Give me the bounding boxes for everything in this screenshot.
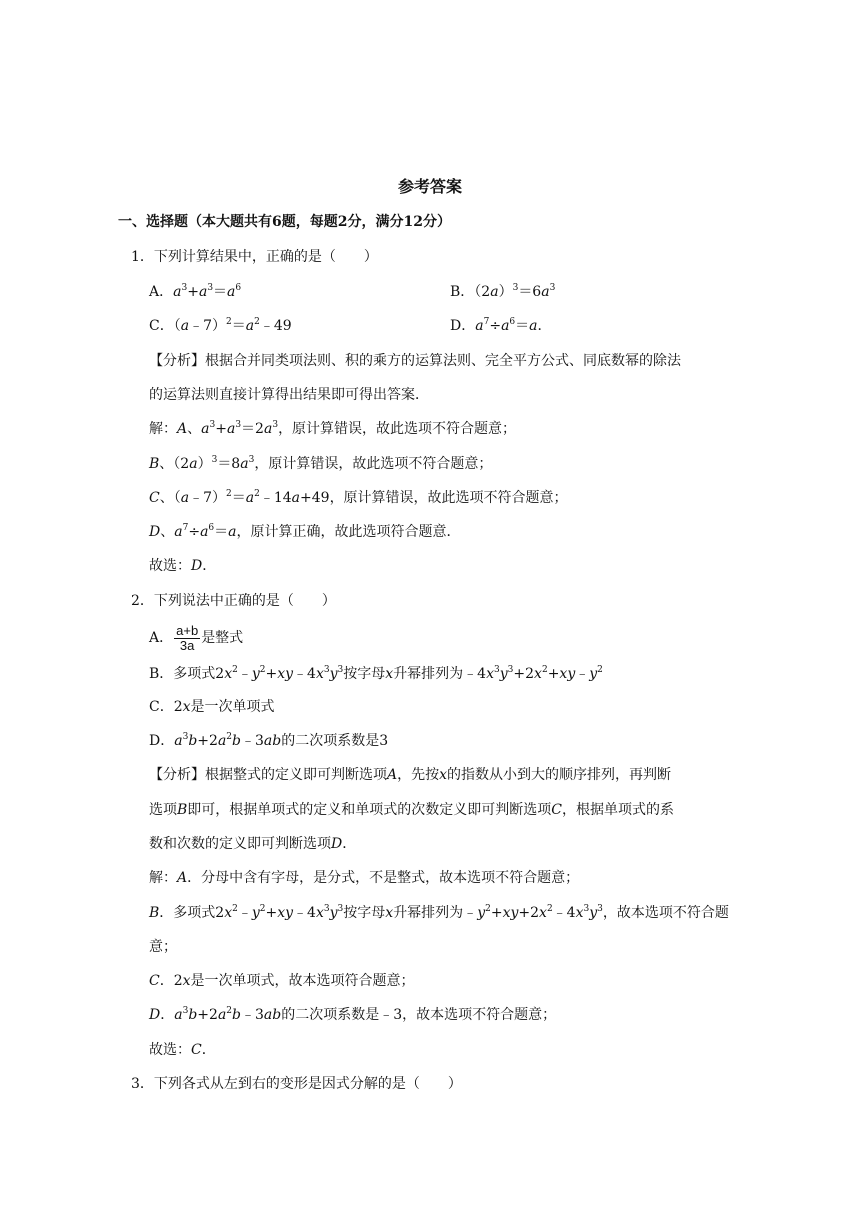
q1-stem: 1．下列计算结果中，正确的是（ ） — [131, 249, 378, 265]
q2-option-b: B．多项式$2x^2﹣y^2+xy﹣4x^3y^3$按字母x升幂排列为$﹣4x^3y^3+2x^2+xy﹣y^2$ — [149, 665, 603, 682]
q1-analysis-line-1: 【分析】根据合并同类项法则、积的乘方的运算法则、完全平方公式、同底数幂的除法 — [149, 353, 681, 369]
q2-option-b-text: 多项式 — [173, 666, 216, 682]
q2-option-d-tail: 的二次项系数是3 — [281, 733, 389, 749]
q1-option-b-label: B． — [450, 284, 475, 300]
q1-solution-b-tail: ，原计算错误，故此选项不符合题意； — [254, 456, 493, 472]
q2-analysis-line-3: 数和次数的定义即可判断选项D． — [149, 836, 357, 852]
q2-solution-b-line2: 意； — [149, 939, 177, 955]
page-title: 参考答案 — [397, 177, 462, 196]
q2-solution-b: B．多项式$2x^2﹣y^2+xy﹣4x^3y^3$按字母x升幂排列为$﹣y^2+xy+2x^2﹣4x^3y^3$，故本选项不符合题 — [149, 904, 729, 921]
q1-solution-prefix: 解： — [149, 421, 177, 437]
q2-answer-letter: C — [191, 1042, 202, 1058]
q2-fraction — [174, 624, 200, 653]
q2-solution-b-tail: ，故本选项不符合题 — [602, 905, 729, 921]
q2-analysis-line-2: 选项B即可，根据单项式的定义和单项式的次数定义即可判断选项C，根据单项式的系 — [149, 802, 675, 818]
q2-option-a: A． $\frac{a+b}{3a}$ 是整式 — [149, 622, 244, 653]
q2-solution-d: D．$a^3b+2a^2b﹣3ab$的二次项系数是﹣3，故本选项不符合题意； — [149, 1006, 557, 1023]
q1-option-b: B．$(2a)^3=6a^3$ — [450, 283, 556, 300]
q1-answer-letter: D — [191, 558, 203, 574]
q1-option-c-label: C． — [149, 318, 174, 334]
q2-answer-prefix: 故选： — [149, 1042, 191, 1058]
q2-analysis-1b: ，先按 — [397, 767, 440, 783]
q2-solution-c-tail: 是一次单项式，故本选项符合题意； — [190, 973, 415, 989]
q2-option-c: C．2x是一次单项式 — [149, 699, 275, 715]
q1-solution-d-tail: ，原计算正确，故此选项符合题意． — [236, 524, 461, 540]
q1-answer: 故选：D． — [149, 558, 217, 574]
q2-stem: 2．下列说法中正确的是（ ） — [131, 593, 336, 609]
section-heading: 一、选择题（本大题共有6题，每题2分，满分12分） — [118, 214, 451, 230]
q1-option-a: A．$a^3+a^3=a^6$ — [149, 283, 242, 300]
q2-analysis-3a: 数和次数的定义即可判断选项 — [149, 836, 331, 852]
q1-analysis-line-2: 的运算法则直接计算得出结果即可得出答案． — [149, 387, 429, 403]
q2-option-a-tail: 是整式 — [201, 630, 244, 646]
q2-fraction-numerator: a+b — [176, 622, 199, 638]
q1-solution-a: 解：A、$a^3+a^3=2a^3$，原计算错误，故此选项不符合题意； — [149, 420, 517, 437]
q2-answer: 故选：C． — [149, 1042, 216, 1058]
q2-analysis-2c: ，根据单项式的系 — [562, 802, 675, 818]
q1-option-d: D．$a^7\div a^6=a$． — [450, 317, 552, 334]
q2-analysis-line-1: 【分析】根据整式的定义即可判断选项A，先按x的指数从小到大的顺序排列，再判断 — [149, 767, 672, 783]
q2-solution-c: C．2x是一次单项式，故本选项符合题意； — [149, 973, 415, 989]
q1-option-c: C．$(a﹣7)^2=a^2﹣49$ — [149, 317, 292, 334]
q2-solution-a-tail: ．分母中含有字母，是分式，不是整式，故本选项不符合题意； — [187, 870, 580, 886]
q1-solution-c-tail: ，原计算错误，故此选项不符合题意； — [329, 490, 568, 506]
q2-option-d: D．$a^3b+2a^2b﹣3ab$的二次项系数是3 — [149, 732, 389, 749]
q3-stem: 3．下列各式从左到右的变形是因式分解的是（ ） — [131, 1076, 462, 1092]
q1-solution-b: B、$(2a)^3=8a^3$，原计算错误，故此选项不符合题意； — [149, 455, 493, 472]
q2-analysis-1c: 的指数从小到大的顺序排列，再判断 — [447, 767, 672, 783]
q2-option-b-mid: 按字母 — [343, 666, 386, 682]
q1-solution-d: D、$a^7\div a^6=a$，原计算正确，故此选项符合题意． — [149, 523, 461, 540]
q2-option-b-mid2: 升幂排列为 — [393, 666, 464, 682]
q2-analysis-1a: 【分析】根据整式的定义即可判断选项 — [149, 767, 387, 783]
q2-fraction-denominator: 3a — [179, 637, 195, 653]
q1-solution-c: C、$(a﹣7)^2=a^2﹣14a+49$，原计算错误，故此选项不符合题意； — [149, 489, 568, 506]
q2-analysis-2a: 选项 — [149, 802, 177, 818]
q2-analysis-2b: 即可，根据单项式的定义和单项式的次数定义即可判断选项 — [187, 802, 552, 818]
q2-solution-a: 解：A．分母中含有字母，是分式，不是整式，故本选项不符合题意； — [149, 870, 580, 886]
q2-solution-d-tail: 的二次项系数是﹣3，故本选项不符合题意； — [281, 1007, 557, 1023]
q2-option-c-tail: 是一次单项式 — [190, 699, 275, 715]
q1-answer-prefix: 故选： — [149, 558, 191, 574]
q1-option-a-label: A． — [149, 284, 174, 300]
q1-option-d-label: D． — [450, 318, 476, 334]
q1-solution-a-tail: ，原计算错误，故此选项不符合题意； — [278, 421, 517, 437]
